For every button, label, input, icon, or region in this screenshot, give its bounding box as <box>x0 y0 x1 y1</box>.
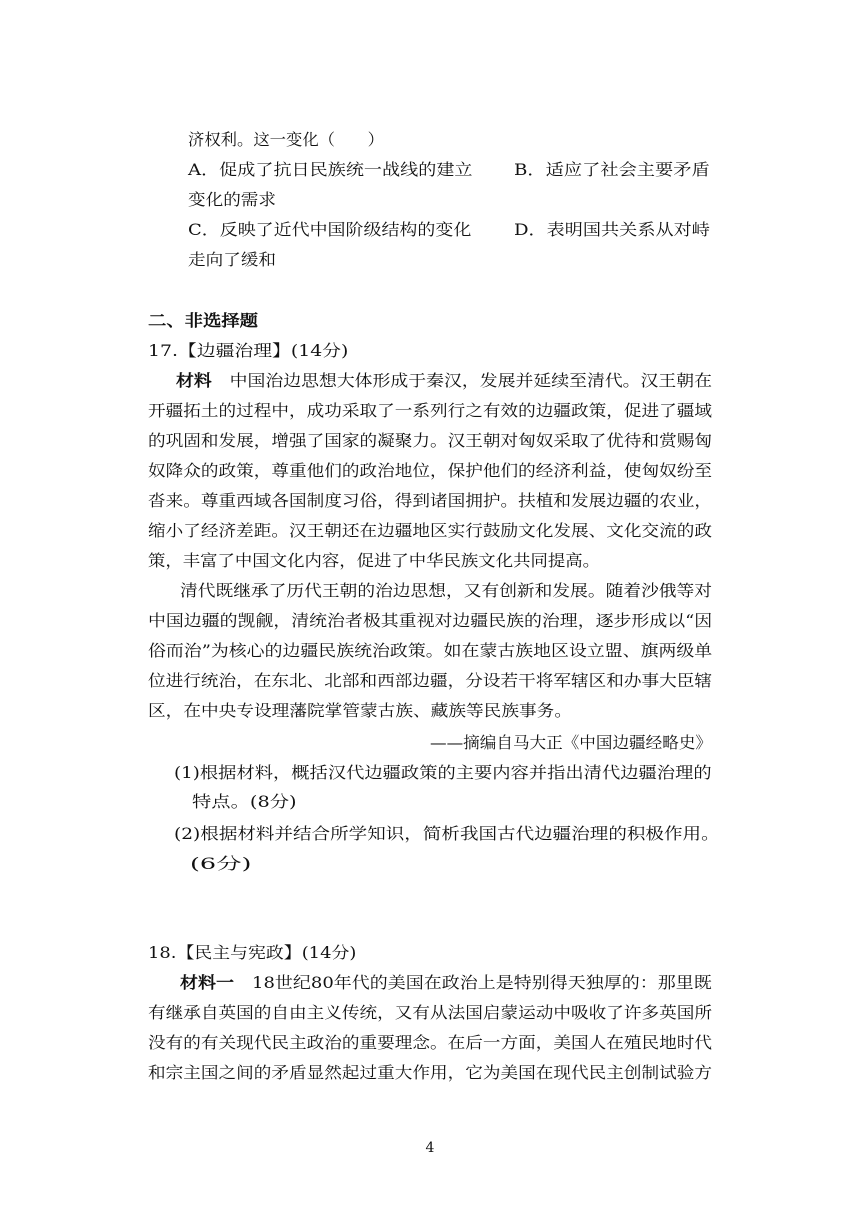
q17-material-line: 开疆拓土的过程中，成功采取了一系列行之有效的边疆政策，促进了疆域 <box>148 401 713 420</box>
q17-source: ——摘编自马大正《中国边疆经略史》 <box>430 733 713 752</box>
q17-material-line: 俗而治”为核心的边疆民族统治政策。如在蒙古族地区设立盟、旗两级单 <box>148 641 713 660</box>
q18-material-line <box>180 972 712 994</box>
q18-material-line: 和宗主国之间的矛盾显然起过重大作用，它为美国在现代民主创制试验方 <box>148 1063 713 1082</box>
q18-title: 18.【民主与宪政】(14分) <box>148 943 357 962</box>
q17-material-line: 区，在中央专设理藩院掌管蒙古族、藏族等民族事务。 <box>148 701 573 720</box>
q17-material-line: 沓来。尊重西域各国制度习俗，得到诸国拥护。扶植和发展边疆的农业， <box>148 491 713 510</box>
q17-subquestion-1-cont: 特点。(8分) <box>192 792 297 811</box>
q16-option-b <box>514 159 710 181</box>
option-text: 促成了抗日民族统一战线的建立 <box>219 160 473 179</box>
q16-option-b-cont: 变化的需求 <box>188 190 277 209</box>
material-label: 材料 <box>176 371 212 390</box>
q17-subquestion-1: (1)根据材料，概括汉代边疆政策的主要内容并指出清代边疆治理的 <box>174 763 712 782</box>
q16-stem-tail: 济权利。这一变化（ ） <box>188 130 385 149</box>
q17-material-line: 奴降众的政策，尊重他们的政治地位，保护他们的经济利益，使匈奴纷至 <box>148 461 713 480</box>
q17-material-line <box>176 370 712 392</box>
option-letter: D． <box>514 220 547 239</box>
q17-material-line: 位进行统治，在东北、北部和西部边疆，分设若干将军辖区和办事大臣辖 <box>148 671 713 690</box>
section-heading: 二、非选择题 <box>148 311 259 330</box>
option-letter: B． <box>514 160 546 179</box>
page-number: 4 <box>425 1140 435 1156</box>
material-text: 18世纪80年代的美国在政治上是特别得天独厚的：那里既 <box>252 973 712 992</box>
option-text: 表明国共关系从对峙 <box>546 220 710 239</box>
q16-option-c <box>188 219 471 241</box>
q16-option-d-cont: 走向了缓和 <box>188 250 277 269</box>
q17-title: 17.【边疆治理】(14分) <box>148 341 349 360</box>
option-letter: C． <box>188 220 220 239</box>
option-text: 适应了社会主要矛盾 <box>545 160 710 179</box>
q17-subquestion-2: (2)根据材料并结合所学知识，简析我国古代边疆治理的积极作用。 <box>174 824 720 843</box>
q18-material-line: 没有的有关现代民主政治的重要理念。在后一方面，美国人在殖民地时代 <box>148 1033 713 1052</box>
option-letter: A． <box>188 160 220 179</box>
q17-material-line: 缩小了经济差距。汉王朝还在边疆地区实行鼓励文化发展、文化交流的政 <box>148 521 713 540</box>
option-text: 反映了近代中国阶级结构的变化 <box>219 220 472 239</box>
q17-material-line: 中国边疆的觊觎，清统治者极其重视对边疆民族的治理，逐步形成以“因 <box>148 611 713 630</box>
material-text: 中国治边思想大体形成于秦汉，发展并延续至清代。汉王朝在 <box>229 371 713 390</box>
q16-option-d <box>514 219 710 241</box>
q17-subquestion-2-cont: (6分) <box>190 854 252 873</box>
q17-material-line: 清代既继承了历代王朝的治边思想，又有创新和发展。随着沙俄等对 <box>180 581 713 600</box>
q18-material-line: 有继承自英国的自由主义传统，又有从法国启蒙运动中吸收了许多英国所 <box>148 1003 713 1022</box>
material-label: 材料一 <box>180 973 235 992</box>
q16-option-a <box>188 159 473 181</box>
q17-material-line: 策，丰富了中国文化内容，促进了中华民族文化共同提高。 <box>148 551 601 570</box>
q17-material-line: 的巩固和发展，增强了国家的凝聚力。汉王朝对匈奴采取了优待和赏赐匈 <box>148 431 713 450</box>
